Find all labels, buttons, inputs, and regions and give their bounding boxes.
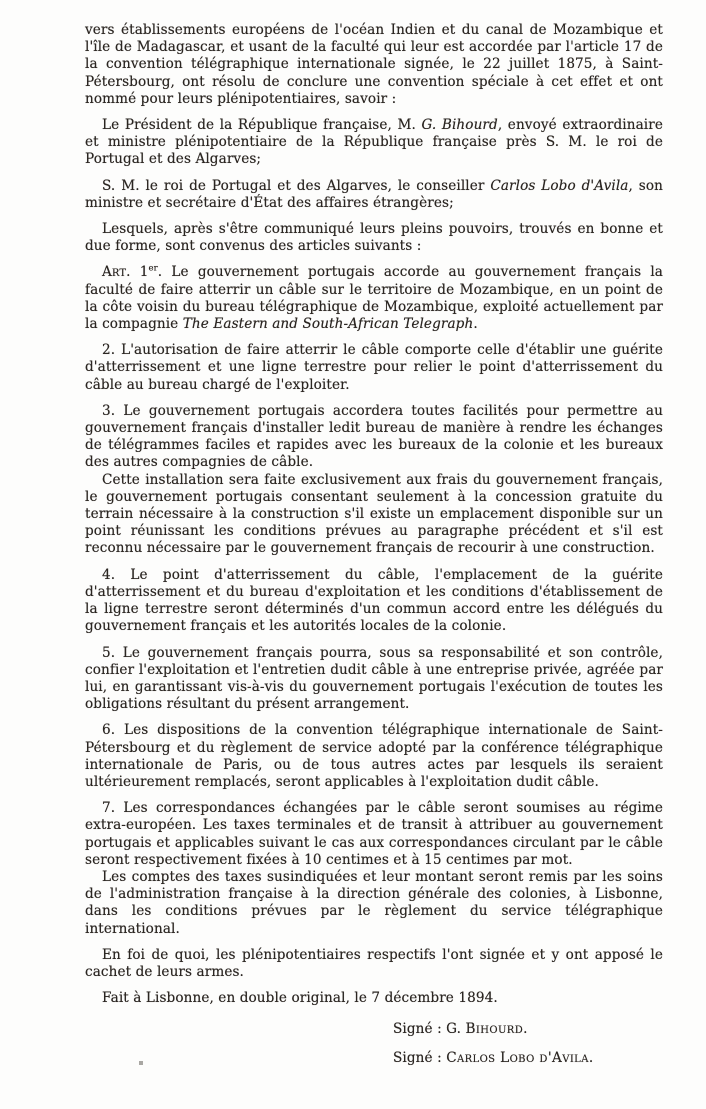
signature-period: . bbox=[588, 1049, 594, 1066]
preamble-continuation: vers établissements européens de l'océan Indien et du canal de Mozambique et l'île de Madagascar, et usant de la faculté qui leur est accordée par l'article 17 de la convention télégraphique internationale signée, le 22 juillet 1875, à Saint-Pétersbourg, ont résolu de conclure une convention spéciale à cet effet et ont nommé pour leurs plénipotentiaires, savoir : bbox=[85, 22, 663, 107]
signature-period: . bbox=[523, 1021, 528, 1038]
article-6: 6. Les dispositions de la convention télégraphique internationale de Saint-Pétersbourg et du règlement de service adopté par la conférence télégraphique internationale de Paris, ou de tous autres actes par lesquels ils seraient ultérieurement remplacés, seront applicables à l'exploitation dudit câble. bbox=[85, 722, 663, 790]
article-3-paragraph-2: Cette installation sera faite exclusivement aux frais du gouvernement français, le gouvernement portugais consentant seulement à la concession gratuite du terrain nécessaire à la construction s'il existe un emplacement disponible sur un point réunissant les conditions prévues au paragraphe précédent et s'il est reconnu nécessaire par le gouvernement français de recourir à une construction. bbox=[85, 471, 663, 557]
article-4: 4. Le point d'atterrissement du câble, l'emplacement de la guérite d'atterrissement et du bureau d'exploitation et les conditions d'établissement de la ligne terrestre seront déterminés d'un commun accord entre les délégués du gouvernement français et les autorités locales de la colonie. bbox=[85, 566, 663, 635]
name-bihourd-italic: G. Bihourd bbox=[421, 117, 498, 134]
article-3-paragraph-1: 3. Le gouvernement portugais accordera toutes facilités pour permettre au gouvernement français d'installer ledit bureau de manière à rendre les échanges de télégrammes faciles et rapides avec les bureaux de la colonie et les bureaux des autres compagnies de câble. bbox=[85, 402, 663, 471]
signature-name-bihourd: Bihourd bbox=[465, 1021, 524, 1038]
scan-speck-artifact bbox=[139, 1061, 143, 1065]
company-name-italic: The Eastern and South-African Telegraph bbox=[182, 316, 474, 333]
portuguese-plenipotentiary-paragraph bbox=[85, 178, 663, 212]
article-2: 2. L'autorisation de faire atterrir le câble comporte celle d'établir une guérite d'atterrissement et une ligne terrestre pour relier le point d'atterrissement du câble au bureau chargé de l'exploiter. bbox=[85, 342, 663, 393]
text-run: S. M. le roi de Portugal et des Algarves, le conseiller bbox=[102, 177, 491, 194]
signature-name-lobo-davila: Carlos Lobo d'Avila bbox=[446, 1049, 589, 1066]
french-plenipotentiary-paragraph bbox=[85, 117, 663, 169]
text-run: , envoyé extraordinaire et ministre plénipotentiaire de la République française près S. M. le roi de Portugal et des Algarves; bbox=[85, 117, 663, 168]
signature-lobo-davila bbox=[393, 1050, 663, 1067]
article-1-heading: Art. 1 bbox=[102, 264, 149, 281]
article-1-period: . bbox=[473, 316, 478, 333]
name-lobo-davila-italic: Carlos Lobo d'Avila bbox=[490, 177, 629, 194]
signature-prefix: Signé : G. bbox=[393, 1021, 466, 1038]
article-7-paragraph-1: 7. Les correspondances échangées par le câble seront soumises au régime extra-européen. Les taxes terminales et de transit à attribuer au gouvernement portugais et applicables suivant le cas aux correspondances circulant par le câble seront respectivement fixées à 10 centimes et à 15 centimes par mot. bbox=[85, 800, 663, 868]
attestation-paragraph: En foi de quoi, les plénipotentiaires respectifs l'ont signée et y ont apposé le cachet de leurs armes. bbox=[85, 946, 663, 980]
article-7-paragraph-2: Les comptes des taxes susindiquées et leur montant seront remis par les soins de l'administration française à la direction générale des colonies, à Lisbonne, dans les conditions prévues par le règlement du service télégraphique international. bbox=[85, 868, 663, 937]
dateline: Fait à Lisbonne, en double original, le 7 décembre 1894. bbox=[102, 990, 498, 1007]
powers-exchanged-paragraph: Lesquels, après s'être communiqué leurs pleins pouvoirs, trouvés en bonne et due forme, sont convenus des articles suivants : bbox=[85, 221, 663, 255]
signature-bihourd bbox=[393, 1021, 663, 1038]
article-1 bbox=[85, 264, 663, 333]
signature-block bbox=[393, 1021, 663, 1066]
article-5: 5. Le gouvernement français pourra, sous sa responsabilité et son contrôle, confier l'exploitation et l'entretien dudit câble à une entreprise privée, agréée par lui, en garantissant vis-à-vis du gouvernement portugais l'exécution de toutes les obligations résultant du présent arrangement. bbox=[85, 644, 663, 713]
article-1-text: . Le gouvernement portugais accorde au gouvernement français la faculté de faire atterrir un câble sur le territoire de Mozambique, en un point de la côte voisin du bureau télégraphique de Mozambique, exploité actuellement par la compagnie bbox=[85, 264, 663, 333]
signature-prefix: Signé : bbox=[393, 1049, 447, 1066]
text-block bbox=[85, 22, 663, 1078]
article-1-ordinal: er bbox=[148, 263, 158, 274]
text-run: Le Président de la République française, M. bbox=[102, 117, 422, 134]
text-run: , son ministre et secrétaire d'État des affaires étrangères; bbox=[85, 177, 663, 211]
